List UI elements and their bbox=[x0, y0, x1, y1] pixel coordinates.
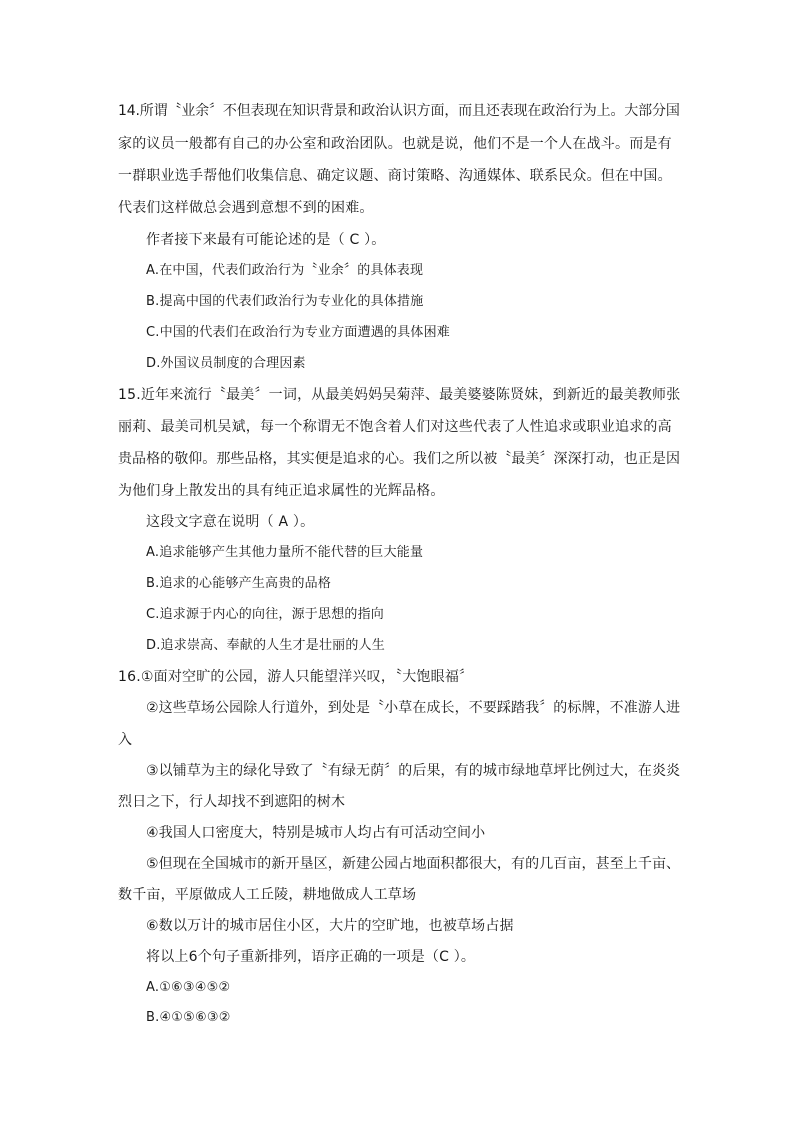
q16-option-b: B.④①⑤⑥③② bbox=[146, 1010, 231, 1025]
q15-option-a: A.追求能够产生其他力量所不能代替的巨大能量 bbox=[146, 545, 424, 560]
q16-sentence-2-line-1: ②这些草场公园除人行道外，到处是〝小草在成长，不要踩踏我〞的标牌，不准游人进 bbox=[146, 700, 681, 716]
q16-sentence-3-line-1: ③以铺草为主的绿化导致了〝有绿无荫〞的后果，有的城市绿地草坪比例过大，在炎炎 bbox=[146, 763, 681, 779]
q15-question: 这段文字意在说明（ A ）。 bbox=[146, 514, 315, 530]
q14-stem-line-4: 代表们这样做总会遇到意想不到的困难。 bbox=[118, 200, 374, 216]
q15-stem-line-2: 丽莉、最美司机吴斌，每一个称谓无不饱含着人们对这些代表了人性追求或职业追求的高 bbox=[118, 419, 672, 435]
q14-option-c: C.中国的代表们在政治行为专业方面遭遇的具体困难 bbox=[146, 325, 451, 340]
q14-question: 作者接下来最有可能论述的是（ C ）。 bbox=[146, 232, 386, 248]
q14-stem-line-3: 一群职业选手帮他们收集信息、确定议题、商讨策略、沟通媒体、联系民众。但在中国。 bbox=[118, 168, 672, 184]
q16-sentence-5-line-1: ⑤但现在全国城市的新开垦区，新建公园占地面积都很大，有的几百亩，甚至上千亩、 bbox=[146, 856, 681, 872]
q14-option-b: B.提高中国的代表们政治行为专业化的具体措施 bbox=[146, 294, 424, 309]
q14-option-d: D.外国议员制度的合理因素 bbox=[146, 356, 306, 371]
q16-sentence-4: ④我国人口密度大，特别是城市人均占有可活动空间小 bbox=[146, 825, 486, 841]
q14-option-a: A.在中国，代表们政治行为〝业余〞的具体表现 bbox=[146, 263, 424, 278]
q16-option-a: A.①⑥③④⑤② bbox=[146, 980, 231, 995]
q14-stem-line-1: 14.所谓〝业余〞不但表现在知识背景和政治认识方面，而且还表现在政治行为上。大部分国 bbox=[118, 103, 680, 119]
q16-sentence-6: ⑥数以万计的城市居住小区，大片的空旷地，也被草场占据 bbox=[146, 918, 514, 934]
q15-stem-line-4: 为他们身上散发出的具有纯正追求属性的光辉品格。 bbox=[118, 483, 445, 499]
q15-option-c: C.追求源于内心的向往，源于思想的指向 bbox=[146, 607, 385, 622]
q15-stem-line-3: 贵品格的敬仰。那些品格，其实便是追求的心。我们之所以被〝最美〞深深打动，也正是因 bbox=[118, 451, 680, 467]
q16-sentence-3-line-2: 烈日之下，行人却找不到遮阳的树木 bbox=[118, 794, 346, 810]
q15-option-b: B.追求的心能够产生高贵的品格 bbox=[146, 576, 332, 591]
q16-question: 将以上6个句子重新排列，语序正确的一项是（C ）。 bbox=[146, 949, 476, 965]
q14-stem-line-2: 家的议员一般都有自己的办公室和政治团队。也就是说，他们不是一个人在战斗。而是有 bbox=[118, 136, 672, 152]
q16-sentence-5-line-2: 数千亩，平原做成人工丘陵，耕地做成人工草场 bbox=[118, 887, 417, 903]
q16-sentence-2-line-2: 入 bbox=[118, 732, 133, 748]
q15-stem-line-1: 15.近年来流行〝最美〞一词，从最美妈妈吴菊萍、最美婆婆陈贤妹，到新近的最美教师张 bbox=[118, 387, 681, 403]
q16-sentence-1: 16.①面对空旷的公园，游人只能望洋兴叹，〝大饱眼福〞 bbox=[118, 669, 474, 685]
q15-option-d: D.追求崇高、奉献的人生才是壮丽的人生 bbox=[146, 638, 385, 653]
